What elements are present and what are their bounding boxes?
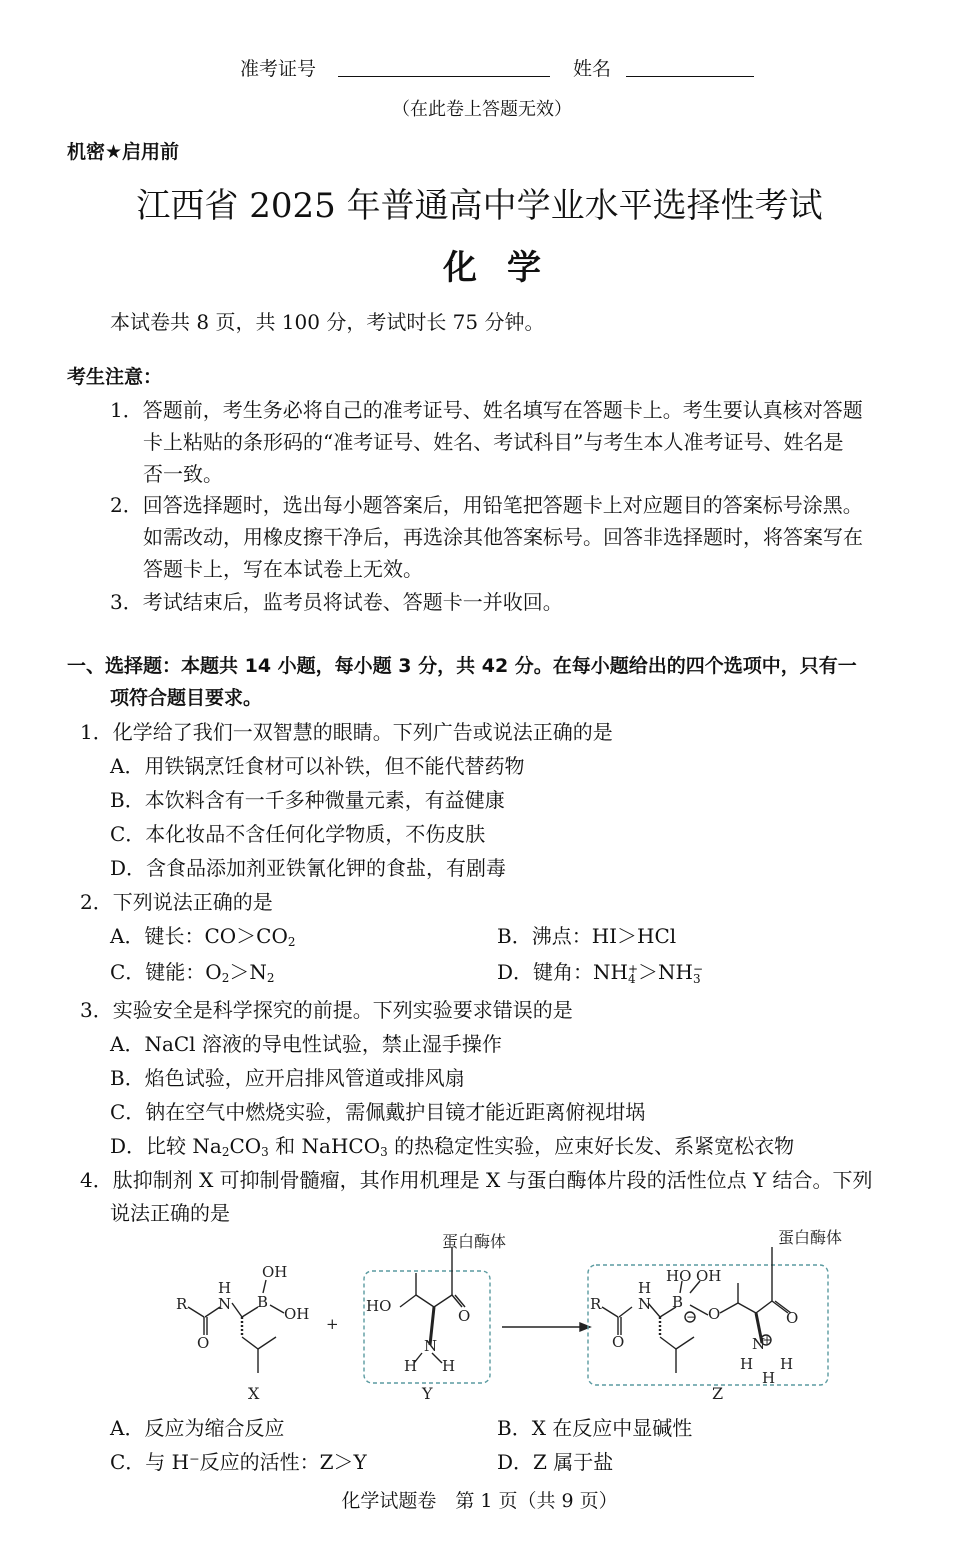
section-heading: 一、选择题：本题共 14 小题，每小题 3 分，共 42 分。在每小题给出的四个选项中，只有一 <box>67 655 857 677</box>
page-footer: 化学试题卷 第 1 页（共 9 页） <box>341 1490 618 1512</box>
label-z: Z <box>712 1384 724 1403</box>
svg-text:H: H <box>442 1357 456 1375</box>
q4-option-a: A．反应为缩合反应 <box>110 1416 285 1440</box>
svg-text:OH: OH <box>696 1267 722 1285</box>
invalid-note: （在此卷上答题无效） <box>392 99 572 120</box>
notice-line: 1．答题前，考生务必将自己的准考证号、姓名填写在答题卡上。考生要认真核对答题 <box>110 398 863 422</box>
notice-line: 3．考试结束后，监考员将试卷、答题卡一并收回。 <box>110 590 563 614</box>
q2-option-d: D．键角：NH + 4 ＞NH − 3 <box>497 960 704 986</box>
q1-option-b: B．本饮料含有一千多种微量元素，有益健康 <box>110 788 505 812</box>
q4-stem-cont: 说法正确的是 <box>110 1201 230 1225</box>
svg-text:O: O <box>612 1333 625 1351</box>
svg-text:−: − <box>686 1310 697 1324</box>
reaction-scheme <box>160 1225 860 1410</box>
svg-text:H: H <box>780 1355 794 1373</box>
svg-text:OH: OH <box>284 1305 310 1323</box>
svg-text:OH: OH <box>262 1263 288 1281</box>
q2-option-c: C．键能：$O_2>N_2$ <box>110 960 275 985</box>
svg-text:R: R <box>176 1295 188 1313</box>
svg-text:O: O <box>708 1305 721 1323</box>
svg-text:H: H <box>638 1279 652 1297</box>
exam-info: 本试卷共 8 页，共 100 分，考试时长 75 分钟。 <box>110 310 545 334</box>
secret-mark: 机密★启用前 <box>67 141 180 163</box>
q4-option-b: B．X 在反应中显碱性 <box>497 1416 693 1440</box>
exam-id-label: 准考证号 <box>240 58 317 80</box>
svg-text:N: N <box>218 1295 232 1313</box>
notice-line: 卡上粘贴的条形码的“准考证号、姓名、考试科目”与考生本人准考证号、姓名是 <box>143 430 844 454</box>
svg-text:H: H <box>762 1369 776 1387</box>
notice-line: 答题卡上，写在本试卷上无效。 <box>143 557 423 581</box>
svg-text:H: H <box>740 1355 754 1373</box>
protease-label-y: 蛋白酶体 <box>442 1232 507 1251</box>
notice-line: 否一致。 <box>143 462 223 486</box>
q4-option-c: C．与 H⁻反应的活性：Z＞Y <box>110 1450 367 1474</box>
exam-id-blank <box>338 76 550 77</box>
q2-option-a: A．键长：$CO>CO_2$ <box>110 924 296 949</box>
svg-text:+: + <box>762 1333 773 1347</box>
notice-line: 2．回答选择题时，选出每小题答案后，用铅笔把答题卡上对应题目的答案标号涂黑。 <box>110 493 863 517</box>
label-y: Y <box>422 1384 433 1403</box>
svg-text:HO: HO <box>366 1297 392 1315</box>
notice-heading: 考生注意： <box>67 366 163 388</box>
section-heading-cont: 项符合题目要求。 <box>110 687 263 709</box>
q1-option-d: D．含食品添加剂亚铁氰化钾的食盐，有剧毒 <box>110 856 507 880</box>
svg-text:N: N <box>424 1337 438 1355</box>
q3-stem: 3．实验安全是科学探究的前提。下列实验要求错误的是 <box>80 998 573 1022</box>
q4-stem: 4．肽抑制剂 X 可抑制骨髓瘤，其作用机理是 X 与蛋白酶体片段的活性位点 Y 结合。下列 <box>80 1168 873 1192</box>
svg-text:H: H <box>404 1357 418 1375</box>
svg-text:N: N <box>638 1295 652 1313</box>
name-blank <box>626 76 754 77</box>
q1-option-a: A．用铁锅烹饪食材可以补铁，但不能代替药物 <box>110 754 525 778</box>
label-x: X <box>248 1384 260 1403</box>
protease-label-z: 蛋白酶体 <box>778 1228 843 1247</box>
name-label: 姓名 <box>573 58 612 80</box>
svg-text:HO: HO <box>666 1267 692 1285</box>
subject-title: 化学 <box>443 248 571 288</box>
exam-title: 江西省 2025 年普通高中学业水平选择性考试 <box>136 186 823 226</box>
plus-sign: + <box>326 1315 339 1333</box>
svg-text:N: N <box>752 1335 766 1353</box>
q1-stem: 1．化学给了我们一双智慧的眼睛。下列广告或说法正确的是 <box>80 720 613 744</box>
q1-option-c: C．本化妆品不含任何化学物质，不伤皮肤 <box>110 822 486 846</box>
svg-text:B: B <box>257 1293 269 1311</box>
svg-text:O: O <box>786 1309 799 1327</box>
q4-option-d: D．Z 属于盐 <box>497 1450 614 1474</box>
svg-text:R: R <box>590 1295 602 1313</box>
q3-option-b: B．焰色试验，应开启排风管道或排风扇 <box>110 1066 465 1090</box>
svg-text:O: O <box>197 1334 210 1352</box>
notice-line: 如需改动，用橡皮擦干净后，再选涂其他答案标号。回答非选择题时，将答案写在 <box>143 525 863 549</box>
svg-text:B: B <box>672 1293 684 1311</box>
q3-option-d: D．比较 $Na_2CO_3$ 和 NaHCO$_3$ 的热稳定性实验，应束好长发、系紧宽松衣物 <box>110 1134 795 1159</box>
svg-text:H: H <box>218 1279 232 1297</box>
q3-option-c: C．钠在空气中燃烧实验，需佩戴护目镜才能近距离俯视坩埚 <box>110 1100 646 1124</box>
q3-option-a: A．NaCl 溶液的导电性试验，禁止湿手操作 <box>110 1032 502 1056</box>
svg-text:O: O <box>458 1307 471 1325</box>
q2-option-b: B．沸点：HI＞HCl <box>497 924 677 948</box>
q2-stem: 2．下列说法正确的是 <box>80 890 273 914</box>
